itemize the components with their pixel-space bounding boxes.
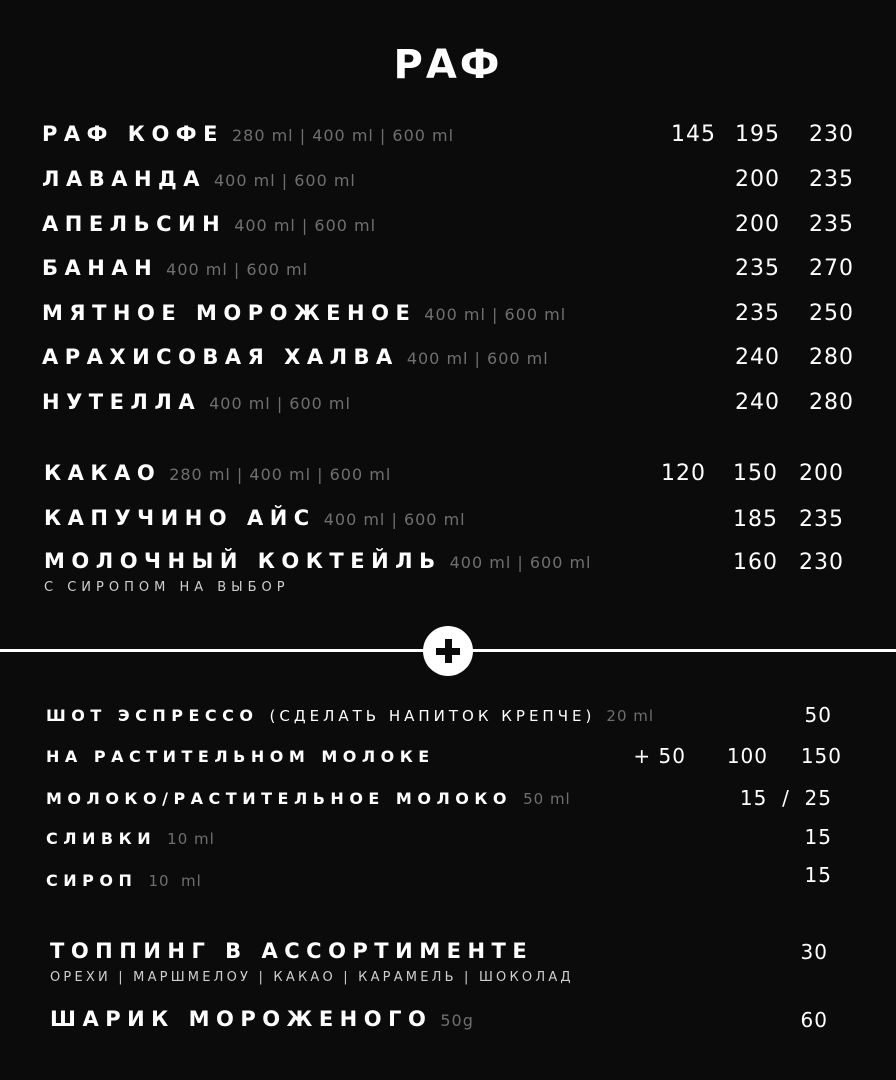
addon-price: + 50 (633, 744, 686, 768)
addon-name: МОЛОКО/РАСТИТЕЛЬНОЕ МОЛОКО (46, 789, 513, 808)
addon-volume: 10 ml (148, 872, 202, 890)
item-price: 230 (809, 122, 854, 147)
addon-volume: 50 ml (523, 790, 571, 808)
addon-name: НА РАСТИТЕЛЬНОМ МОЛОКЕ (46, 747, 435, 766)
item-price: 200 (735, 212, 780, 237)
toppings-options: ОРЕХИ | МАРШМЕЛОУ | КАКАО | КАРАМЕЛЬ | ШОКОЛАД (50, 970, 574, 985)
addon-price: 15 (804, 863, 832, 887)
item-price: 120 (661, 461, 706, 486)
addon-item (46, 789, 571, 808)
toppings-price: 30 (800, 940, 828, 964)
item-name: БАНАН (42, 256, 159, 280)
item-name: РАФ КОФЕ (42, 122, 224, 146)
item-price: 185 (733, 507, 778, 532)
item-note: С СИРОПОМ НА ВЫБОР (44, 580, 290, 595)
item-volumes: 400 ml | 600 ml (234, 216, 377, 235)
item-name: НУТЕЛЛА (42, 390, 202, 414)
menu-item (44, 549, 591, 573)
item-price: 200 (799, 461, 844, 486)
item-price: 235 (809, 167, 854, 192)
page-title: РАФ (393, 42, 503, 88)
menu-item (44, 461, 391, 485)
addon-extra: (СДЕЛАТЬ НАПИТОК КРЕПЧЕ) (269, 707, 596, 725)
item-price: 235 (809, 212, 854, 237)
addon-price: 15 / 25 (739, 786, 832, 810)
menu-item (42, 167, 356, 191)
item-price: 235 (799, 507, 844, 532)
item-name: КАКАО (44, 461, 162, 485)
item-volumes: 50g (440, 1011, 474, 1030)
item-price: 160 (733, 550, 778, 575)
item-volumes: 400 ml | 600 ml (323, 510, 466, 529)
menu-item (42, 345, 549, 369)
addon-item (46, 829, 215, 848)
item-volumes: 280 ml | 400 ml | 600 ml (169, 465, 392, 484)
item-price: 240 (735, 390, 780, 415)
addon-price: 150 (800, 744, 842, 768)
plus-icon (423, 626, 473, 676)
addon-item (46, 706, 654, 725)
addon-price: 50 (804, 703, 832, 727)
addon-item (46, 871, 202, 890)
item-price: 280 (809, 345, 854, 370)
menu-item (50, 1007, 474, 1031)
item-volumes: 400 ml | 600 ml (209, 394, 351, 413)
menu-item (44, 506, 466, 530)
addon-name: СЛИВКИ (46, 829, 157, 848)
item-name: ЛАВАНДА (42, 167, 206, 191)
item-volumes: 280 ml | 400 ml | 600 ml (231, 126, 455, 145)
menu-item (42, 256, 308, 280)
item-price: 200 (735, 167, 780, 192)
item-price: 230 (799, 550, 844, 575)
addon-price: 100 (726, 744, 768, 768)
menu-item (42, 390, 351, 414)
item-volumes: 400 ml | 600 ml (166, 260, 309, 279)
item-price: 280 (809, 390, 854, 415)
item-price: 145 (671, 122, 716, 147)
addon-price: 15 (804, 825, 832, 849)
addon-item (46, 747, 435, 766)
item-volumes: 400 ml | 600 ml (406, 349, 549, 368)
addon-volume: 20 ml (606, 707, 655, 725)
item-price: 60 (800, 1008, 828, 1032)
item-name: ШАРИК МОРОЖЕНОГО (50, 1007, 433, 1031)
menu-item (42, 122, 454, 146)
item-name: АРАХИСОВАЯ ХАЛВА (42, 345, 399, 369)
item-price: 240 (735, 345, 780, 370)
menu-item (42, 301, 566, 325)
item-price: 235 (735, 256, 780, 281)
item-price: 150 (733, 461, 778, 486)
item-volumes: 400 ml | 600 ml (424, 305, 567, 324)
item-price: 270 (809, 256, 854, 281)
addon-name: СИРОП (46, 871, 138, 890)
item-volumes: 400 ml | 600 ml (449, 553, 592, 572)
item-price: 235 (735, 301, 780, 326)
menu-item (42, 212, 376, 236)
toppings-title: ТОППИНГ В АССОРТИМЕНТЕ (50, 939, 534, 963)
item-price: 250 (809, 301, 854, 326)
item-name: МЯТНОЕ МОРОЖЕНОЕ (42, 301, 417, 325)
addon-volume: 10 ml (167, 830, 215, 848)
item-name: АПЕЛЬСИН (42, 212, 227, 236)
item-price: 195 (735, 122, 780, 147)
item-name: КАПУЧИНО АЙС (44, 506, 316, 530)
item-volumes: 400 ml | 600 ml (213, 171, 356, 190)
addon-name: ШОТ ЭСПРЕССО (46, 706, 259, 725)
item-name: МОЛОЧНЫЙ КОКТЕЙЛЬ (44, 549, 442, 573)
